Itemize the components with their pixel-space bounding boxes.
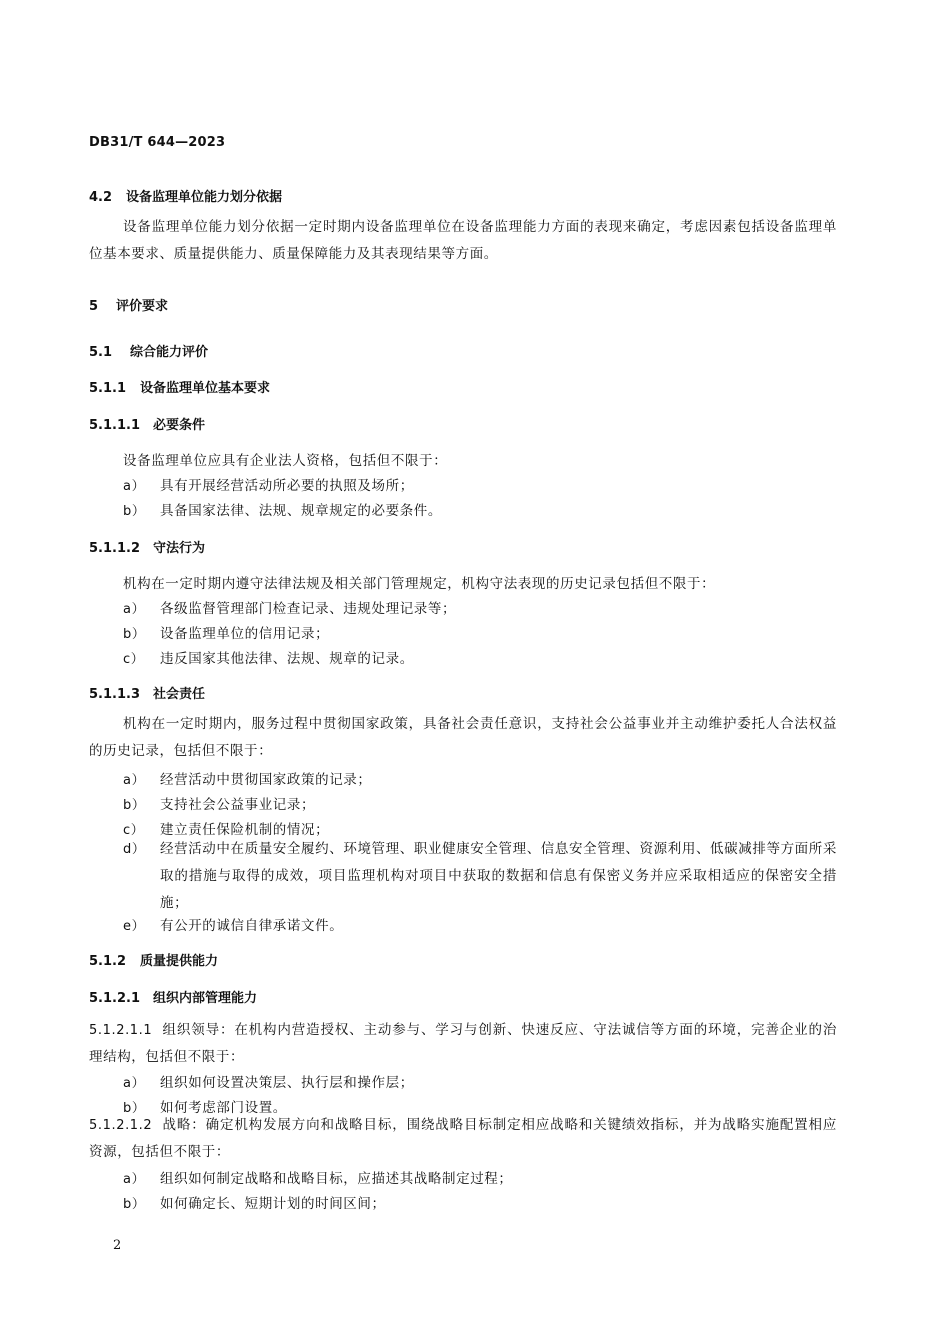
section-number: 4.2 (89, 190, 113, 205)
heading-5 (89, 295, 168, 314)
section-number: 5 (89, 299, 99, 314)
list-item: b） 如何考虑部门设置。 (123, 1100, 287, 1116)
section-number: 5.1.1 (89, 381, 127, 396)
list-item: c） 建立责任保险机制的情况； (123, 822, 330, 838)
heading-5-1-1-3 (89, 683, 205, 702)
list-item: a） 组织如何制定战略和战略目标，应描述其战略制定过程； (123, 1171, 513, 1187)
list-item: b） 如何确定长、短期计划的时间区间； (123, 1196, 386, 1212)
list-item: d） 经营活动中在质量安全履约、环境管理、职业健康安全管理、信息安全管理、资源利用、低碳减排等方面所采取的措施与取得的成效，项目监理机构对项目中获取的数据和信息有保密义务并应采取相适应的保密安全措施； (123, 841, 837, 911)
list-item: e） 有公开的诚信自律承诺文件。 (123, 918, 344, 934)
section-number: 5.1 (89, 345, 113, 360)
heading-5-1-1-2 (89, 537, 205, 556)
heading-4-2 (89, 186, 282, 205)
clause-number: 5.1.2.1.1 (89, 1023, 153, 1038)
list-item: b） 具备国家法律、法规、规章规定的必要条件。 (123, 503, 442, 519)
list-item: a） 具有开展经营活动所必要的执照及场所； (123, 478, 414, 494)
clause-5-1-2-1-2 (89, 1112, 837, 1166)
list-item: b） 支持社会公益事业记录； (123, 797, 316, 813)
section-title: 质量提供能力 (140, 954, 219, 969)
section-title: 设备监理单位基本要求 (140, 381, 271, 396)
list-item: a） 组织如何设置决策层、执行层和操作层； (123, 1075, 414, 1091)
heading-5-1-1 (89, 377, 270, 396)
list-item: a） 经营活动中贯彻国家政策的记录； (123, 772, 372, 788)
heading-5-1 (89, 341, 208, 360)
heading-5-1-2-1 (89, 987, 257, 1006)
heading-5-1-1-1 (89, 414, 205, 433)
intro-5-1-1-1: 设备监理单位应具有企业法人资格，包括但不限于： (123, 453, 448, 469)
clause-text: 战略：确定机构发展方向和战略目标，围绕战略目标制定相应战略和关键绩效指标，并为战略实施配置相应资源，包括但不限于： (89, 1117, 837, 1160)
intro-5-1-1-2: 机构在一定时期内遵守法律法规及相关部门管理规定，机构守法表现的历史记录包括但不限于： (123, 576, 716, 592)
list-item: c） 违反国家其他法律、法规、规章的记录。 (123, 651, 414, 667)
section-number: 5.1.2.1 (89, 991, 140, 1006)
intro-5-1-1-3: 机构在一定时期内，服务过程中贯彻国家政策，具备社会责任意识，支持社会公益事业并主动维护委托人合法权益的历史记录，包括但不限于： (89, 716, 837, 759)
section-number: 5.1.2 (89, 954, 127, 969)
section-number: 5.1.1.1 (89, 418, 140, 433)
clause-5-1-2-1-1 (89, 1017, 837, 1071)
section-title: 组织内部管理能力 (153, 991, 258, 1006)
list-item: a） 各级监督管理部门检查记录、违规处理记录等； (123, 601, 457, 617)
clause-text: 组织领导：在机构内营造授权、主动参与、学习与创新、快速反应、守法诚信等方面的环境，完善企业的治理结构，包括但不限于： (89, 1022, 837, 1065)
standard-code: DB31/T 644—2023 (89, 135, 226, 150)
page-number: 2 (113, 1238, 122, 1253)
paragraph-4-2: 设备监理单位能力划分依据一定时期内设备监理单位在设备监理能力方面的表现来确定，考虑因素包括设备监理单位基本要求、质量提供能力、质量保障能力及其表现结果等方面。 (89, 219, 837, 262)
section-title: 社会责任 (153, 687, 206, 702)
section-title: 守法行为 (153, 541, 206, 556)
section-title: 必要条件 (153, 418, 206, 433)
list-item: b） 设备监理单位的信用记录； (123, 626, 330, 642)
clause-number: 5.1.2.1.2 (89, 1118, 153, 1133)
section-title: 评价要求 (116, 299, 169, 314)
section-number: 5.1.1.2 (89, 541, 140, 556)
section-title: 综合能力评价 (130, 345, 209, 360)
section-number: 5.1.1.3 (89, 687, 140, 702)
section-title: 设备监理单位能力划分依据 (126, 190, 283, 205)
heading-5-1-2 (89, 950, 218, 969)
